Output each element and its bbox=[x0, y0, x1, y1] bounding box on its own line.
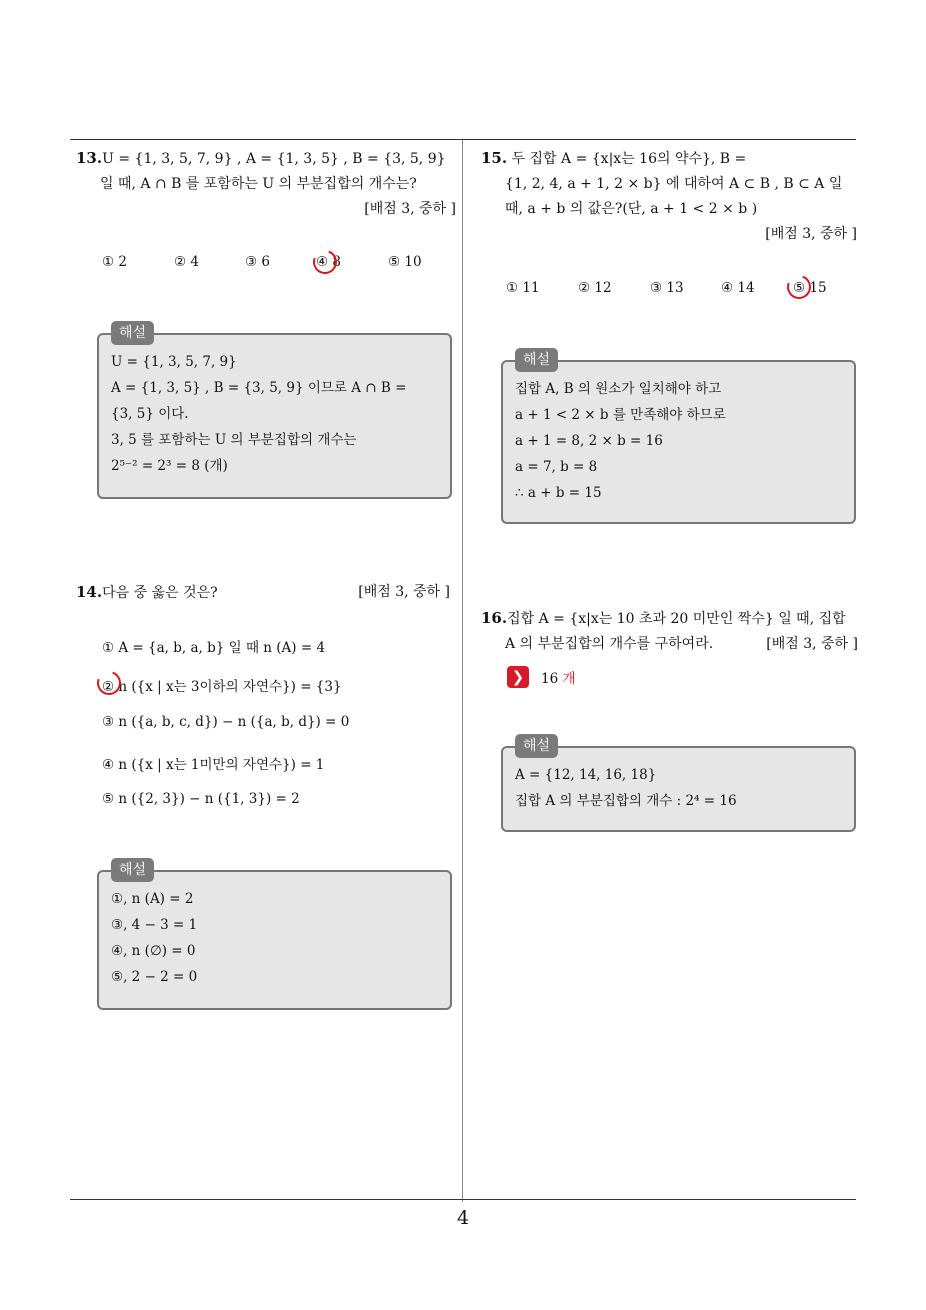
solution-line: 2⁵⁻² = 2³ = 8 (개) bbox=[111, 458, 228, 474]
solution-tag: 해설 bbox=[111, 321, 154, 345]
choice-1[interactable]: ① A = {a, b, a, b} 일 때 n (A) = 4 bbox=[102, 640, 326, 656]
question-number: 16. bbox=[481, 609, 508, 627]
solution-box-14 bbox=[97, 862, 452, 1010]
solution-box-13 bbox=[97, 325, 452, 499]
solution-line: ⑤, 2 − 2 = 0 bbox=[111, 969, 198, 985]
answer-value: 16 bbox=[541, 671, 559, 687]
choice-3[interactable]: ③ 13 bbox=[650, 280, 684, 296]
question-text-line: A 의 부분집합의 개수를 구하여라. bbox=[505, 636, 714, 652]
solution-line: A = {1, 3, 5} , B = {3, 5, 9} 이므로 A ∩ B = bbox=[111, 380, 407, 396]
solution-box-16 bbox=[501, 738, 856, 832]
choice-2[interactable]: ② 12 bbox=[578, 280, 612, 296]
answer-row bbox=[507, 666, 576, 688]
choice-2[interactable]: ② 4 bbox=[174, 254, 199, 270]
question-meta: [배점 3, 중하 ] bbox=[364, 201, 456, 217]
choice-1[interactable]: ① 2 bbox=[102, 254, 127, 270]
solution-tag: 해설 bbox=[515, 348, 558, 372]
solution-line: a + 1 = 8, 2 × b = 16 bbox=[515, 433, 663, 449]
question-number: 14. bbox=[76, 583, 103, 601]
solution-tag: 해설 bbox=[111, 858, 154, 882]
choice-1[interactable]: ① 11 bbox=[506, 280, 540, 296]
solution-line: ①, n (A) = 2 bbox=[111, 891, 194, 907]
solution-line: {3, 5} 이다. bbox=[111, 406, 189, 422]
solution-line: ∴ a + b = 15 bbox=[515, 485, 602, 501]
choice-5[interactable]: ⑤ 10 bbox=[388, 254, 422, 270]
choice-4[interactable]: ④ n ({x | x는 1미만의 자연수}) = 1 bbox=[102, 757, 325, 773]
solution-tag: 해설 bbox=[515, 734, 558, 758]
chevron-right-icon: ❯ bbox=[507, 666, 529, 688]
solution-line: A = {12, 14, 16, 18} bbox=[515, 767, 657, 783]
question-text-line: {1, 2, 4, a + 1, 2 × b} 에 대하여 A ⊂ B , B ⊂ A 일 bbox=[505, 176, 843, 192]
solution-line: a + 1 < 2 × b 를 만족해야 하므로 bbox=[515, 407, 726, 423]
question-14 bbox=[76, 580, 450, 606]
solution-line: a = 7, b = 8 bbox=[515, 459, 598, 475]
solution-line: 집합 A 의 부분집합의 개수 : 2⁴ = 16 bbox=[515, 793, 737, 809]
top-rule bbox=[70, 139, 856, 140]
question-meta: [배점 3, 중하 ] bbox=[765, 226, 857, 242]
question-16 bbox=[481, 606, 858, 657]
choice-5[interactable]: ⑤ n ({2, 3}) − n ({1, 3}) = 2 bbox=[102, 791, 300, 807]
question-text-line: 일 때, A ∩ B 를 포함하는 U 의 부분집합의 개수는? bbox=[100, 176, 417, 192]
question-meta: [배점 3, 중하 ] bbox=[766, 636, 858, 652]
question-text-line: U = {1, 3, 5, 7, 9} , A = {1, 3, 5} , B = {3, 5, 9} bbox=[102, 151, 446, 167]
question-text-line: 때, a + b 의 값은?(단, a + 1 < 2 × b ) bbox=[505, 201, 758, 217]
answer-mark-circle bbox=[309, 246, 341, 278]
column-divider bbox=[462, 140, 463, 1202]
choice-2[interactable]: ② n ({x | x는 3이하의 자연수}) = {3} bbox=[102, 679, 342, 695]
question-number: 13. bbox=[76, 149, 103, 167]
choice-3[interactable]: ③ 6 bbox=[245, 254, 270, 270]
question-13 bbox=[76, 146, 456, 222]
question-15 bbox=[481, 146, 857, 247]
bottom-rule bbox=[70, 1199, 856, 1200]
question-meta: [배점 3, 중하 ] bbox=[358, 584, 450, 600]
question-text-line: 집합 A = {x|x는 10 초과 20 미만인 짝수} 일 때, 집합 bbox=[507, 611, 846, 627]
solution-line: U = {1, 3, 5, 7, 9} bbox=[111, 354, 237, 370]
choice-4[interactable]: ④ 14 bbox=[721, 280, 755, 296]
page-number: 4 bbox=[456, 1207, 470, 1229]
choice-4[interactable]: ④ 8 bbox=[316, 254, 341, 270]
question-text-line: 두 집합 A = {x|x는 16의 약수}, B = bbox=[511, 151, 747, 167]
solution-line: ④, n (∅) = 0 bbox=[111, 943, 196, 959]
question-text: 다음 중 옳은 것은? bbox=[102, 585, 218, 601]
solution-line: 3, 5 를 포함하는 U 의 부분집합의 개수는 bbox=[111, 432, 357, 448]
question-number: 15. bbox=[481, 149, 508, 167]
solution-line: 집합 A, B 의 원소가 일치해야 하고 bbox=[515, 381, 722, 397]
answer-unit: 개 bbox=[562, 671, 576, 687]
answer-mark-circle bbox=[783, 271, 815, 303]
choice-3[interactable]: ③ n ({a, b, c, d}) − n ({a, b, d}) = 0 bbox=[102, 714, 350, 730]
solution-line: ③, 4 − 3 = 1 bbox=[111, 917, 198, 933]
solution-box-15 bbox=[501, 352, 856, 524]
choice-5[interactable]: ⑤ 15 bbox=[793, 280, 827, 296]
